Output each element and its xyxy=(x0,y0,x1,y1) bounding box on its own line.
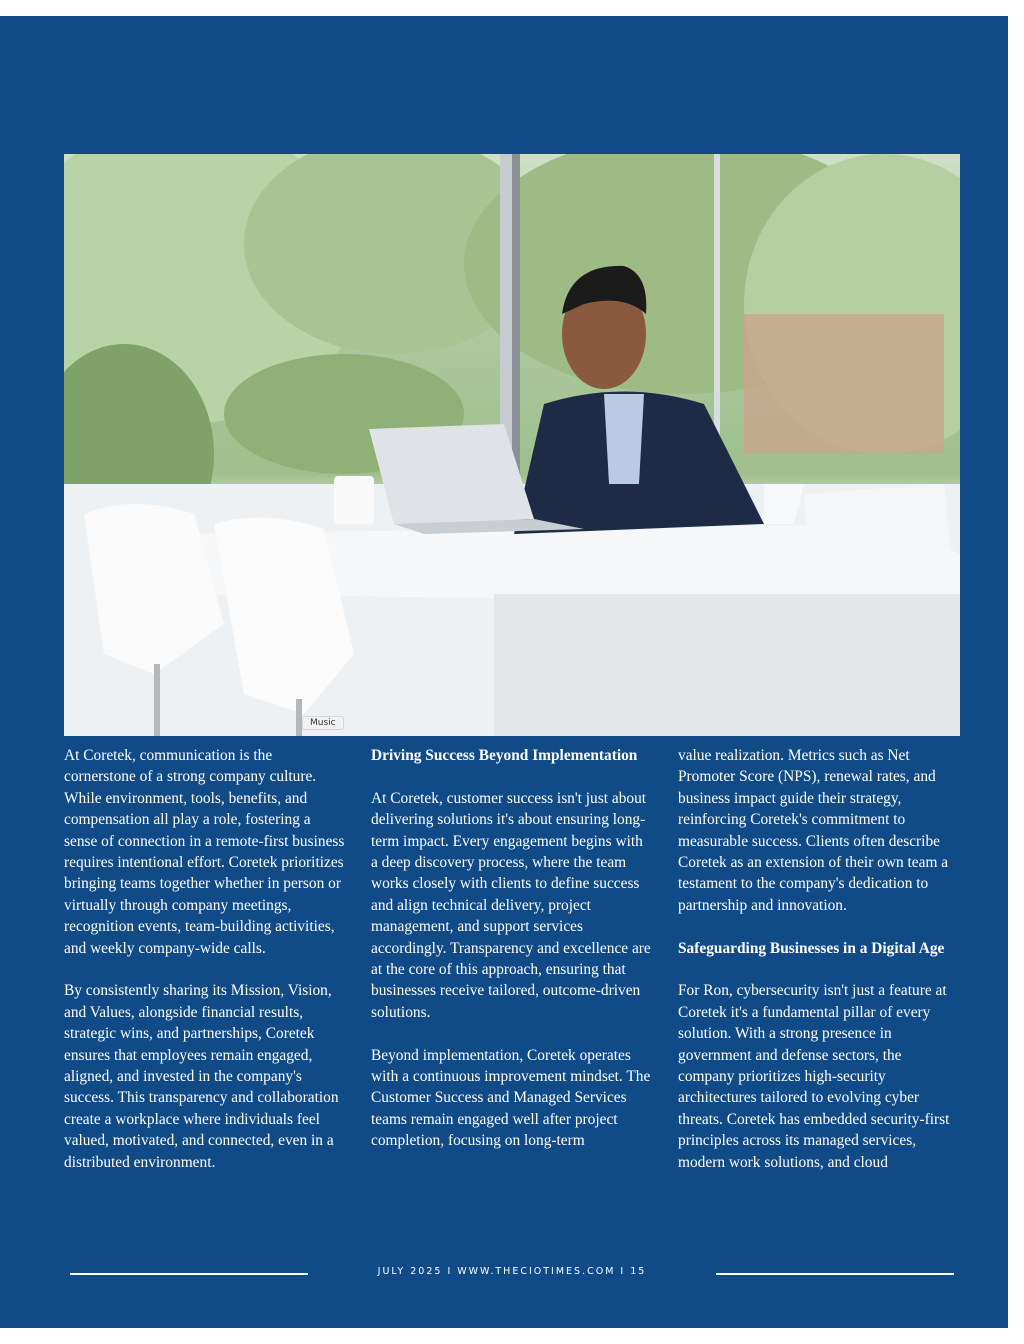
office-photo xyxy=(64,154,960,736)
paragraph: For Ron, cybersecurity isn't just a feature at Coretek it's a fundamental pillar of every solution. With a strong presence in government and defense sectors, the company prioritizes high-security architectures tailored to evolving cyber threats. Coretek has embedded security-first principles across its managed services, modern work solutions, and cloud xyxy=(678,982,950,1171)
music-tooltip: Music xyxy=(302,716,344,730)
paragraph: At Coretek, customer success isn't just about delivering solutions it's about ensuring long-term impact. Every engagement begins with a deep discovery process, where the team works closely with clients to define success and align technical delivery, project management, and support services accordingly. Transparency and excellence are at the core of this approach, ensuring that businesses receive tailored, outcome-driven solutions. xyxy=(371,789,651,1021)
page-footer: JULY 2025 I WWW.THECIOTIMES.COM I 15 xyxy=(377,1266,647,1277)
article-column-2 xyxy=(371,745,653,1173)
paragraph: At Coretek, communication is the cornerstone of a strong company culture. While environment, tools, benefits, and compensation all play a role, fostering a sense of connection in a remote-first business requires intentional effort. Coretek prioritizes bringing teams together whether in person or virtually through company meetings, recognition events, team-building activities, and weekly company-wide calls. xyxy=(64,747,345,957)
footer-divider-left xyxy=(70,1273,308,1275)
section-heading: Safeguarding Businesses in a Digital Age xyxy=(678,939,945,957)
section-heading: Driving Success Beyond Implementation xyxy=(371,747,638,764)
paragraph: value realization. Metrics such as Net Promoter Score (NPS), renewal rates, and business impact guide their strategy, reinforcing Coretek's commitment to measurable success. Clients often describe Coretek as an extension of their own team a testament to the company's dedication to partnership and innovation. xyxy=(678,747,949,914)
paragraph: By consistently sharing its Mission, Vision, and Values, alongside financial results, strategic wins, and partnerships, Coretek ensures that employees remain engaged, aligned, and invested in the company's success. This transparency and collaboration create a workplace where individuals feel valued, motivated, and connected, even in a distributed environment. xyxy=(64,982,339,1171)
photo-illustration xyxy=(64,154,960,736)
paragraph: Beyond implementation, Coretek operates with a continuous improvement mindset. The Customer Success and Managed Services teams remain engaged well after project completion, focusing on long-term xyxy=(371,1046,651,1150)
magazine-page xyxy=(0,16,1008,1328)
footer-divider-right xyxy=(716,1273,954,1275)
article-column-3 xyxy=(678,745,960,1194)
article-column-1 xyxy=(64,745,346,1195)
